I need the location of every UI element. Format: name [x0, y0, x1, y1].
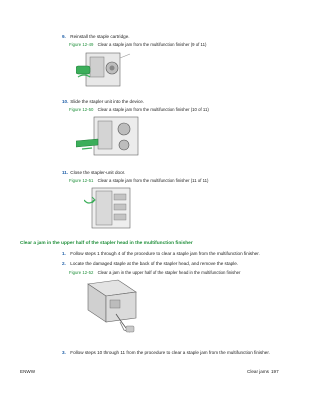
step-number: 10.	[62, 99, 69, 104]
figure-caption-12-50	[69, 107, 209, 112]
step-text: Close the stapler-unit door.	[70, 170, 126, 175]
figure-caption-12-52	[69, 270, 240, 275]
figure-caption-text: Clear a staple jam from the multifunction finisher (11 of 11)	[97, 178, 209, 183]
figure-12-50-illustration	[76, 115, 142, 159]
figure-label: Figure 12-52	[69, 270, 94, 275]
step-text: Follow steps 1 through 4 of the procedure to clear a staple jam from the multifunction finisher.	[70, 251, 260, 256]
figure-12-52-illustration	[80, 278, 142, 336]
step-text: Locate the damaged staple at the back of the stapler head, and remove the staple.	[70, 261, 239, 266]
step-number: 3.	[62, 350, 66, 355]
figure-caption-text: Clear a staple jam from the multifunction finisher (9 of 11)	[97, 42, 207, 47]
step-11	[62, 170, 125, 176]
figure-12-51-illustration	[84, 186, 136, 230]
step-number: 1.	[62, 251, 66, 256]
step-2	[62, 261, 238, 267]
figure-caption-12-49	[69, 42, 206, 47]
page-number: 197	[271, 369, 279, 374]
step-number: 9.	[62, 34, 66, 39]
figure-label: Figure 12-49	[69, 42, 94, 47]
step-number: 11.	[62, 170, 69, 175]
figure-caption-text: Clear a staple jam from the multifunction finisher (10 of 11)	[97, 107, 209, 112]
step-number: 2.	[62, 261, 66, 266]
step-1	[62, 251, 260, 257]
figure-caption-text: Clear a jam in the upper half of the stapler head in the multifunction finisher	[97, 270, 241, 275]
step-3	[62, 350, 270, 356]
step-text: Follow steps 10 through 11 from the procedure to clear a staple jam from the multifunction finisher.	[70, 350, 270, 355]
figure-12-49-illustration	[76, 50, 138, 90]
figure-caption-12-51	[69, 178, 208, 183]
figure-label: Figure 12-51	[69, 178, 94, 183]
step-9	[62, 34, 130, 40]
figure-label: Figure 12-50	[69, 107, 94, 112]
step-text: Reinstall the staple cartridge.	[70, 34, 130, 39]
step-text: Slide the stapler unit into the device.	[70, 99, 145, 104]
step-10	[62, 99, 144, 105]
footer-left: ENWW	[20, 369, 36, 374]
section-heading: Clear a jam in the upper half of the stapler head in the multifunction finisher	[20, 241, 193, 246]
footer-section: Clear jams	[247, 369, 269, 374]
